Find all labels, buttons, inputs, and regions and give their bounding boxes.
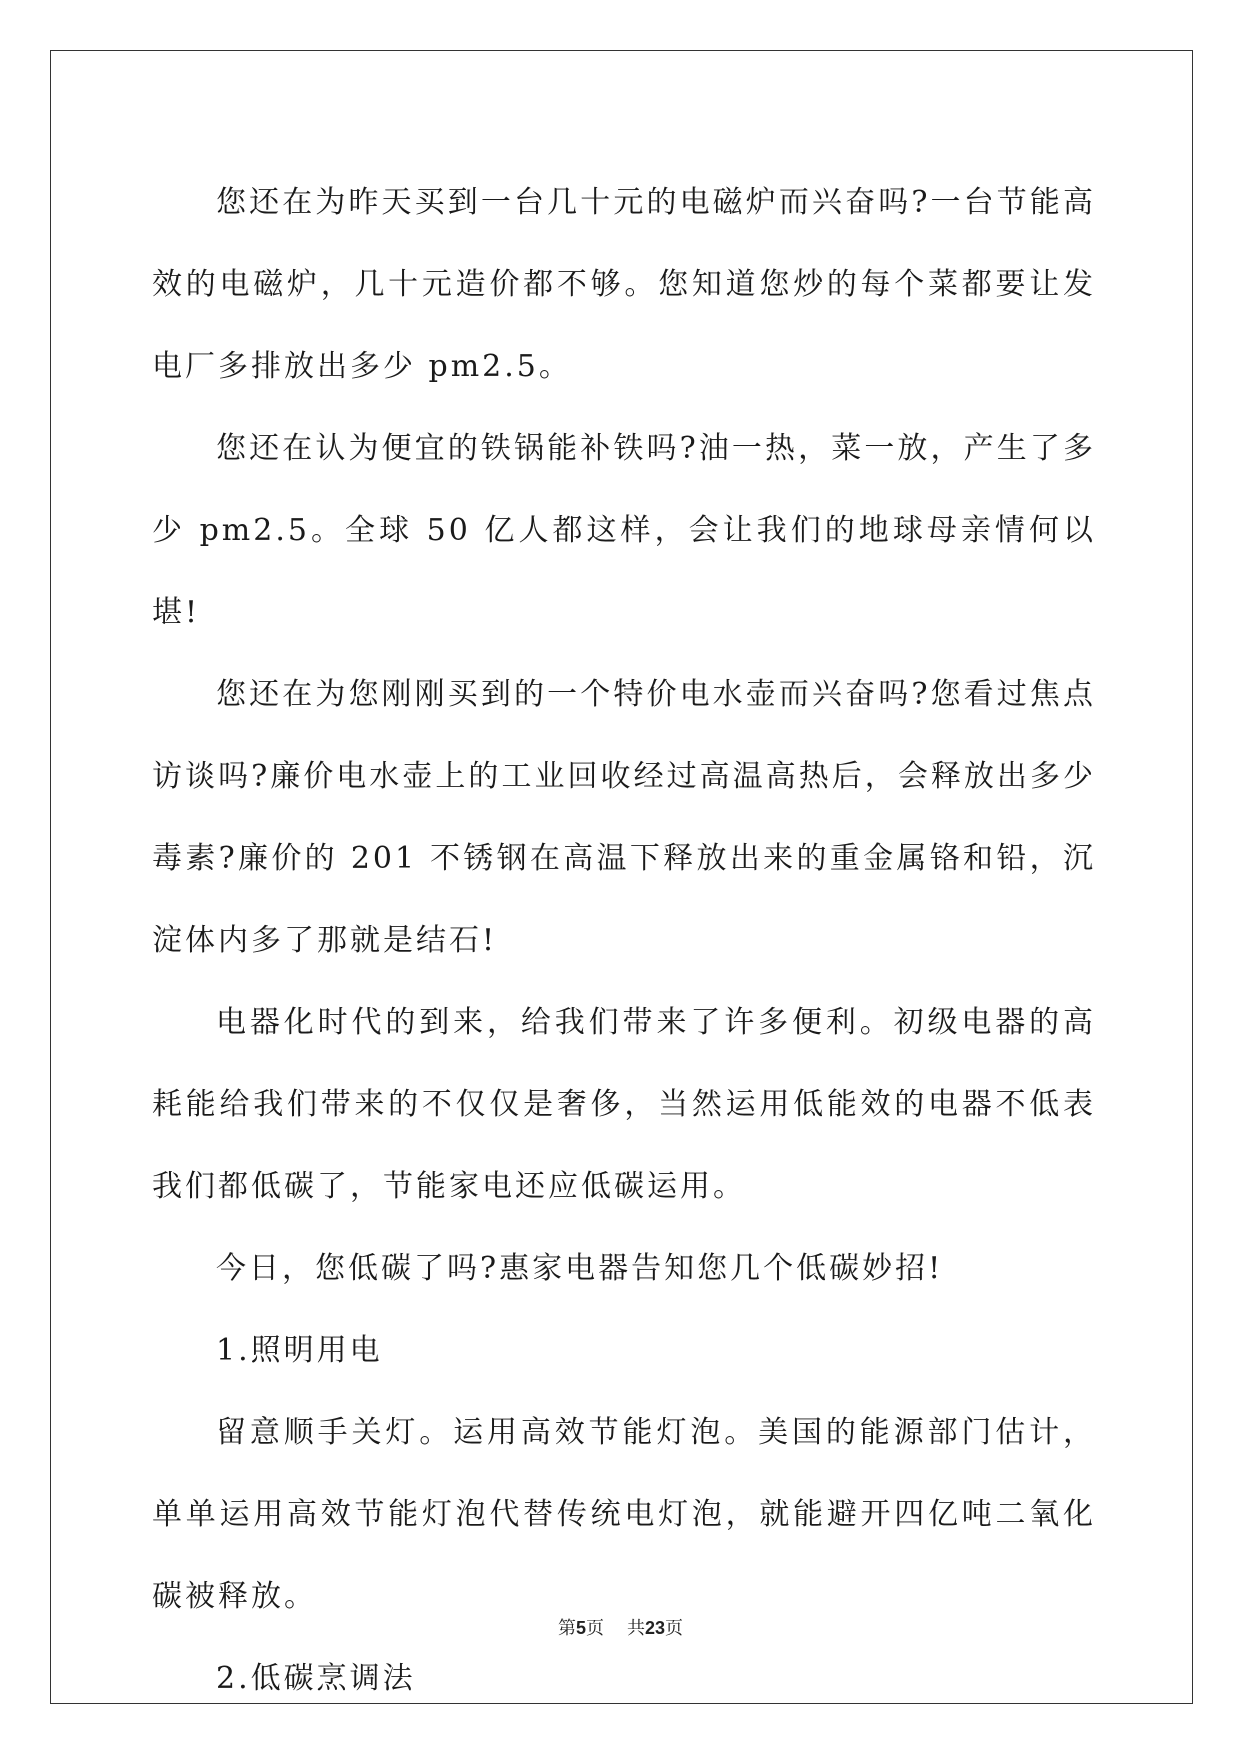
paragraph-electrification: 电器化时代的到来，给我们带来了许多便利。初级电器的高耗能给我们带来的不仅仅是奢侈，当然运用低能效的电器不低表我们都低碳了，节能家电还应低碳运用。 <box>152 1005 1096 1204</box>
footer-page-number: 5 <box>576 1618 587 1638</box>
document-body <box>152 162 1096 1720</box>
section-heading-lighting: 1.照明用电 <box>216 1333 383 1368</box>
footer-total-suffix: 页 <box>664 1618 683 1639</box>
paragraph-iron-wok: 您还在认为便宜的铁锅能补铁吗?油一热，菜一放，产生了多少 pm2.5。全球 50 亿人都这样，会让我们的地球母亲情何以堪! <box>152 431 1096 630</box>
paragraph-induction-cooker: 您还在为昨天买到一台几十元的电磁炉而兴奋吗?一台节能高效的电磁炉，几十元造价都不够。您知道您炒的每个菜都要让发电厂多排放出多少 pm2.5。 <box>152 185 1096 384</box>
page-footer <box>0 1614 1241 1640</box>
paragraph-electric-kettle: 您还在为您刚刚买到的一个特价电水壶而兴奋吗?您看过焦点访谈吗?廉价电水壶上的工业回收经过高温高热后，会释放出多少毒素?廉价的 201 不锈钢在高温下释放出来的重金属铬和铅，沉淀体内多了那就是结石! <box>152 677 1096 958</box>
footer-prefix: 第 <box>558 1618 577 1639</box>
paragraph-low-carbon-tips: 今日，您低碳了吗?惠家电器告知您几个低碳妙招! <box>216 1251 944 1286</box>
section-heading-cooking: 2.低碳烹调法 <box>216 1661 416 1696</box>
footer-page-suffix: 页 <box>586 1618 605 1639</box>
footer-total-pages: 23 <box>644 1618 665 1638</box>
footer-total-prefix: 共 <box>626 1618 645 1639</box>
paragraph-lighting: 留意顺手关灯。运用高效节能灯泡。美国的能源部门估计，单单运用高效节能灯泡代替传统电灯泡，就能避开四亿吨二氧化碳被释放。 <box>152 1415 1096 1614</box>
